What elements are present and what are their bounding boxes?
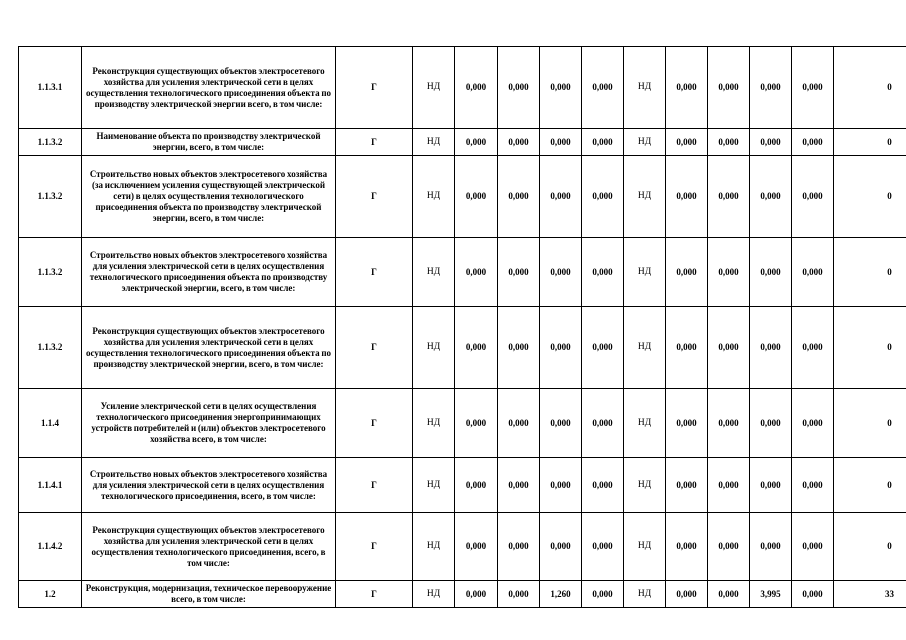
table-row [19, 581, 906, 608]
row-value-cell: 0,000 [750, 47, 792, 129]
table-row [19, 307, 906, 389]
row-value-cell: 0,000 [708, 389, 750, 458]
row-value-cell: НД [413, 458, 455, 513]
row-code-cell: 1.1.4.1 [19, 458, 82, 513]
row-value-cell: 0,000 [498, 581, 540, 608]
row-value-cell: 0,000 [540, 458, 582, 513]
row-value-cell: 0,000 [540, 389, 582, 458]
row-value-cell: 0,000 [792, 47, 834, 129]
row-value-cell: 0,000 [582, 389, 624, 458]
row-name-cell: Строительство новых объектов электросетевого хозяйства для усиления электрической сети в целях осуществления технологического присоединения объекта по производству электрической энергии, всего, в том числе: [82, 238, 336, 307]
row-value-cell: 0,000 [540, 513, 582, 581]
row-value-cell: 0,000 [750, 513, 792, 581]
row-name-cell: Реконструкция, модернизация, техническое перевооружение всего, в том числе: [82, 581, 336, 608]
row-value-cell: 0,000 [455, 238, 498, 307]
table-row [19, 156, 906, 238]
row-value-cell: 0 [834, 458, 906, 513]
row-value-cell: 0 [834, 47, 906, 129]
row-value-cell: НД [413, 238, 455, 307]
row-value-cell: 1,260 [540, 581, 582, 608]
row-value-cell: 0,000 [455, 389, 498, 458]
row-value-cell: 0,000 [666, 156, 708, 238]
row-value-cell: НД [624, 513, 666, 581]
row-name-cell: Реконструкция существующих объектов электросетевого хозяйства для усиления электрической сети в целях осуществления технологического присоединения, всего, в том числе: [82, 513, 336, 581]
row-value-cell: 0,000 [792, 581, 834, 608]
row-name-cell: Реконструкция существующих объектов электросетевого хозяйства для усиления электрической сети в целях осуществления технологического присоединения объекта по производству электрической энергии всего, в том числе: [82, 47, 336, 129]
row-value-cell: НД [413, 156, 455, 238]
row-value-cell: 0,000 [792, 129, 834, 156]
row-value-cell: 0,000 [582, 238, 624, 307]
row-value-cell: 0,000 [708, 307, 750, 389]
row-value-cell: 0,000 [582, 307, 624, 389]
row-code-cell: 1.1.4.2 [19, 513, 82, 581]
row-value-cell: 0,000 [455, 513, 498, 581]
row-value-cell: 0,000 [498, 458, 540, 513]
row-name-cell: Усиление электрической сети в целях осуществления технологического присоединения энергопринимающих устройств потребителей и (или) объектов электросетевого хозяйства всего, в том числе: [82, 389, 336, 458]
row-value-cell: 0,000 [582, 156, 624, 238]
row-value-cell: 0,000 [582, 458, 624, 513]
row-value-cell: 0,000 [666, 581, 708, 608]
row-value-cell: 0,000 [792, 389, 834, 458]
table-row [19, 513, 906, 581]
row-value-cell: 0,000 [498, 129, 540, 156]
row-value-cell: 0,000 [455, 129, 498, 156]
table-row [19, 238, 906, 307]
table-row [19, 458, 906, 513]
row-value-cell: 0,000 [792, 307, 834, 389]
row-type-cell: Г [336, 458, 413, 513]
row-code-cell: 1.1.3.2 [19, 156, 82, 238]
row-value-cell: НД [413, 389, 455, 458]
row-name-cell: Реконструкция существующих объектов электросетевого хозяйства для усиления электрической сети в целях осуществления технологического присоединения объекта по производству электрической энергии, всего, в том числе: [82, 307, 336, 389]
row-value-cell: 0,000 [750, 389, 792, 458]
row-value-cell: 33 [834, 581, 906, 608]
row-value-cell: 0,000 [540, 47, 582, 129]
row-value-cell: 0,000 [455, 458, 498, 513]
table-row [19, 389, 906, 458]
row-value-cell: 0,000 [750, 129, 792, 156]
row-value-cell: 0,000 [666, 238, 708, 307]
row-code-cell: 1.1.3.2 [19, 238, 82, 307]
row-value-cell: 0,000 [540, 156, 582, 238]
row-value-cell: 0,000 [708, 581, 750, 608]
row-type-cell: Г [336, 238, 413, 307]
row-value-cell: НД [413, 581, 455, 608]
row-value-cell: НД [624, 156, 666, 238]
row-value-cell: 0,000 [540, 307, 582, 389]
row-value-cell: 0,000 [750, 238, 792, 307]
row-value-cell: 0 [834, 238, 906, 307]
row-value-cell: НД [624, 307, 666, 389]
row-value-cell: 0,000 [582, 47, 624, 129]
row-value-cell: 3,995 [750, 581, 792, 608]
row-value-cell: 0,000 [498, 513, 540, 581]
row-value-cell: 0,000 [792, 156, 834, 238]
row-code-cell: 1.1.4 [19, 389, 82, 458]
row-code-cell: 1.1.3.1 [19, 47, 82, 129]
row-name-cell: Строительство новых объектов электросетевого хозяйства для усиления электрической сети в целях осуществления технологического присоединения, всего, в том числе: [82, 458, 336, 513]
table-row [19, 47, 906, 129]
row-type-cell: Г [336, 156, 413, 238]
table-row [19, 129, 906, 156]
row-type-cell: Г [336, 129, 413, 156]
row-name-cell: Строительство новых объектов электросетевого хозяйства (за исключением усиления существующей электрической сети) в целях осуществления технологического присоединения объекта по производству электрической энергии, всего, в том числе: [82, 156, 336, 238]
row-value-cell: 0,000 [455, 581, 498, 608]
row-value-cell: 0,000 [582, 513, 624, 581]
row-value-cell: 0,000 [455, 47, 498, 129]
row-value-cell: НД [413, 307, 455, 389]
row-value-cell: 0,000 [708, 156, 750, 238]
row-value-cell: 0,000 [498, 47, 540, 129]
row-value-cell: 0 [834, 129, 906, 156]
row-value-cell: 0,000 [455, 307, 498, 389]
row-value-cell: 0,000 [582, 581, 624, 608]
row-type-cell: Г [336, 47, 413, 129]
row-value-cell: 0,000 [666, 458, 708, 513]
row-type-cell: Г [336, 513, 413, 581]
row-value-cell: НД [413, 129, 455, 156]
row-value-cell: 0,000 [792, 513, 834, 581]
row-value-cell: 0,000 [498, 307, 540, 389]
row-value-cell: НД [413, 513, 455, 581]
row-type-cell: Г [336, 307, 413, 389]
row-value-cell: 0,000 [455, 156, 498, 238]
row-value-cell: 0,000 [792, 458, 834, 513]
row-value-cell: 0,000 [708, 238, 750, 307]
row-value-cell: 0,000 [540, 238, 582, 307]
row-value-cell: 0,000 [708, 47, 750, 129]
row-value-cell: 0,000 [666, 129, 708, 156]
row-value-cell: 0,000 [666, 307, 708, 389]
row-value-cell: НД [624, 458, 666, 513]
row-value-cell: 0 [834, 513, 906, 581]
row-code-cell: 1.1.3.2 [19, 307, 82, 389]
row-value-cell: 0,000 [498, 156, 540, 238]
row-value-cell: 0,000 [708, 513, 750, 581]
row-value-cell: НД [413, 47, 455, 129]
row-name-cell: Наименование объекта по производству электрической энергии, всего, в том числе: [82, 129, 336, 156]
row-value-cell: 0,000 [750, 458, 792, 513]
row-value-cell: 0,000 [666, 513, 708, 581]
row-value-cell: 0,000 [666, 47, 708, 129]
row-value-cell: НД [624, 581, 666, 608]
row-value-cell: 0,000 [708, 129, 750, 156]
row-type-cell: Г [336, 581, 413, 608]
row-value-cell: 0,000 [498, 238, 540, 307]
row-value-cell: 0,000 [708, 458, 750, 513]
row-code-cell: 1.2 [19, 581, 82, 608]
row-code-cell: 1.1.3.2 [19, 129, 82, 156]
row-value-cell: 0,000 [750, 307, 792, 389]
investment-program-table [18, 46, 906, 608]
row-value-cell: 0,000 [498, 389, 540, 458]
row-value-cell: НД [624, 47, 666, 129]
row-type-cell: Г [336, 389, 413, 458]
row-value-cell: 0,000 [792, 238, 834, 307]
row-value-cell: 0,000 [540, 129, 582, 156]
row-value-cell: НД [624, 389, 666, 458]
row-value-cell: НД [624, 238, 666, 307]
row-value-cell: НД [624, 129, 666, 156]
row-value-cell: 0 [834, 307, 906, 389]
row-value-cell: 0,000 [750, 156, 792, 238]
row-value-cell: 0 [834, 156, 906, 238]
row-value-cell: 0,000 [582, 129, 624, 156]
row-value-cell: 0 [834, 389, 906, 458]
row-value-cell: 0,000 [666, 389, 708, 458]
